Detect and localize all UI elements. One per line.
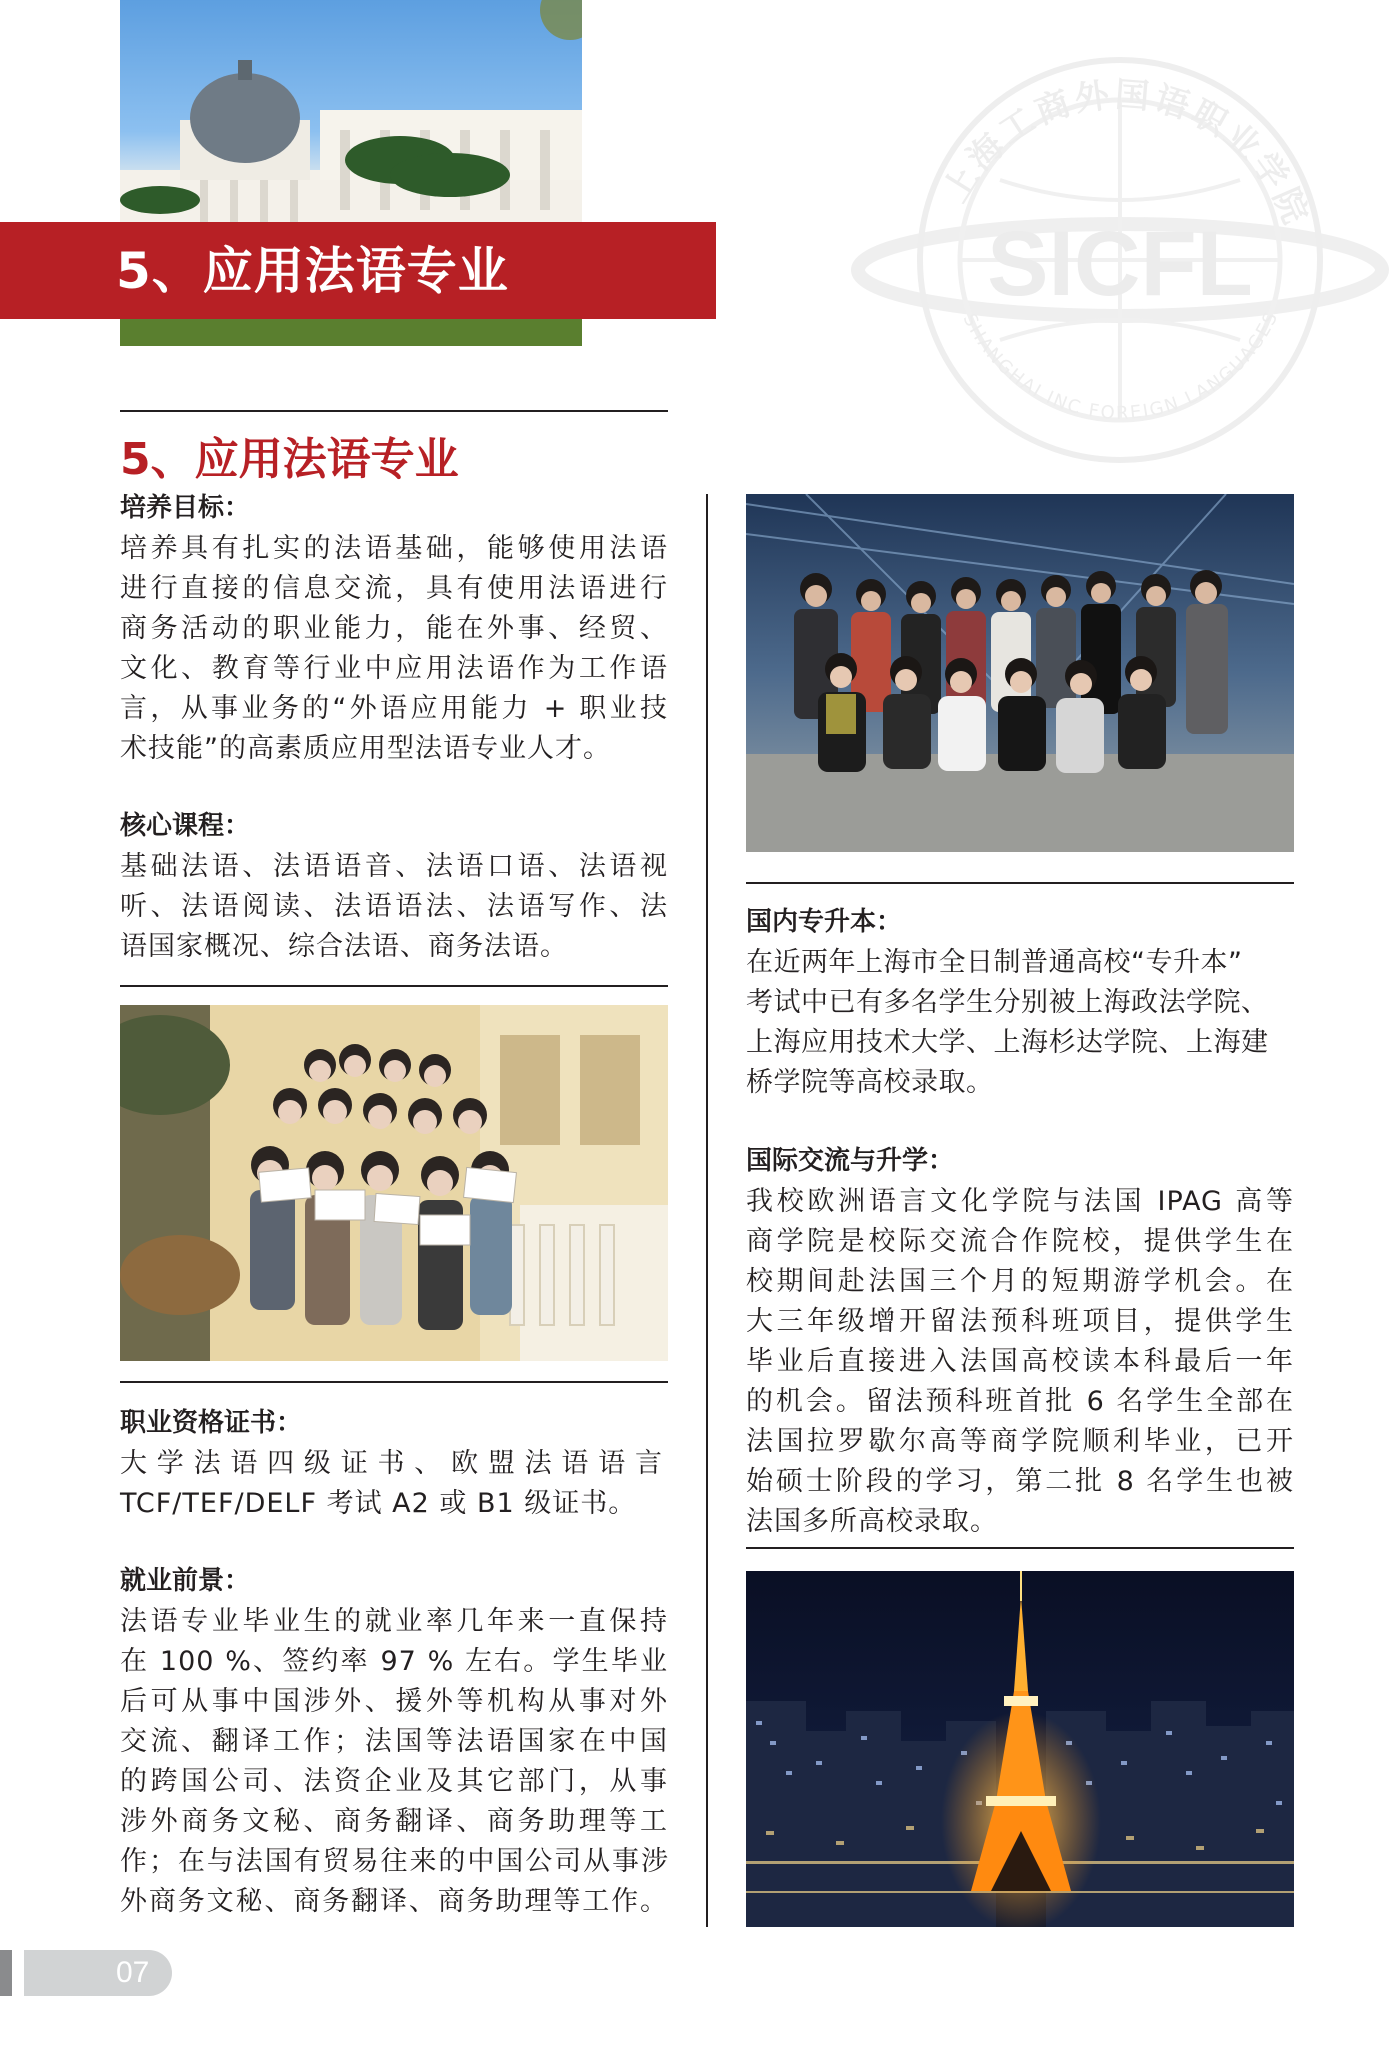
employment-heading: 就业前景： (120, 1566, 251, 1596)
text-line: 在近两年上海市全日制普通高校“专升本” (746, 947, 1243, 978)
text-line: 作；在与法国有贸易往来的中国公司从事涉 (120, 1846, 668, 1877)
upgrade-heading: 国内专升本： (746, 907, 903, 937)
text-line: 桥学院等高校录取。 (746, 1067, 994, 1098)
airport-group-photo (746, 494, 1294, 852)
page-number: 07 (116, 1956, 150, 1989)
text-line: 交流、翻译工作；法国等法语国家在中国 (120, 1726, 668, 1757)
seal-arc-en: SHANGHAI INC FOREIGN LANGUAGES (958, 307, 1283, 425)
divider (120, 410, 668, 412)
text-line: 法国多所高校录取。 (746, 1506, 998, 1537)
divider (120, 985, 668, 987)
page-bar-accent (0, 1950, 12, 1996)
text-line: 文化、教育等行业中应用法语作为工作语 (120, 653, 668, 684)
column-separator (706, 494, 708, 1927)
students-certificates-photo (120, 1005, 668, 1361)
section-title: 5、应用法语专业 (120, 434, 459, 485)
page-number-pill (24, 1950, 172, 1996)
seal-arc-cn: 上海工商外国语职业学院 (935, 74, 1317, 234)
divider (746, 882, 1294, 884)
courses-heading: 核心课程： (120, 811, 251, 841)
upgrade-paragraph (746, 943, 1306, 1103)
banner-title: 5、应用法语专业 (116, 242, 509, 300)
text-line: 的跨国公司、法资企业及其它部门，从事 (120, 1766, 668, 1797)
goal-heading: 培养目标： (120, 493, 251, 523)
text-line: TCF/TEF/DELF 考试 A2 或 B1 级证书。 (120, 1488, 637, 1519)
text-line: 听、法语阅读、法语语法、法语写作、法 (120, 891, 668, 922)
text-line: 商学院是校际交流合作院校，提供学生在 (746, 1226, 1294, 1257)
exchange-heading: 国际交流与升学： (746, 1146, 955, 1176)
exchange-paragraph (746, 1182, 1294, 1542)
certificates-heading: 职业资格证书： (120, 1408, 303, 1438)
text-line: 毕业后直接进入法国高校读本科最后一年 (746, 1346, 1294, 1377)
text-line: 始硕士阶段的学习，第二批 8 名学生也被 (746, 1466, 1294, 1497)
svg-text:上海工商外国语职业学院 (935, 75, 1316, 233)
text-line: 法国拉罗歇尔高等商学院顺利毕业，已开 (746, 1426, 1294, 1457)
text-line: 培养具有扎实的法语基础，能够使用法语 (120, 533, 668, 564)
certificates-paragraph (120, 1444, 668, 1524)
divider (746, 1547, 1294, 1549)
text-line: 言，从事业务的“外语应用能力 + 职业技 (120, 693, 668, 724)
text-line: 大学法语四级证书、欧盟法语语言 (120, 1448, 668, 1479)
text-line: 考试中已有多名学生分别被上海政法学院、 (746, 987, 1269, 1018)
text-line: 上海应用技术大学、上海杉达学院、上海建 (746, 1027, 1269, 1058)
text-line: 我校欧洲语言文化学院与法国 IPAG 高等 (746, 1186, 1294, 1217)
text-line: 外商务文秘、商务翻译、商务助理等工作。 (120, 1886, 668, 1917)
text-line: 法语专业毕业生的就业率几年来一直保持 (120, 1606, 668, 1637)
text-line: 商务活动的职业能力，能在外事、经贸、 (120, 613, 668, 644)
courses-paragraph (120, 847, 668, 967)
text-line: 大三年级增开留法预科班项目，提供学生 (746, 1306, 1294, 1337)
text-line: 基础法语、法语语音、法语口语、法语视 (120, 851, 668, 882)
employment-paragraph (120, 1602, 668, 1922)
text-line: 校期间赴法国三个月的短期游学机会。在 (746, 1266, 1294, 1297)
text-line: 的机会。留法预科班首批 6 名学生全部在 (746, 1386, 1294, 1417)
tokyo-night-photo (746, 1571, 1294, 1927)
seal-logo-text: SICFL (987, 213, 1253, 315)
text-line: 语国家概况、综合法语、商务法语。 (120, 931, 568, 962)
text-line: 后可从事中国涉外、援外等机构从事对外 (120, 1686, 668, 1717)
text-line: 在 100 %、签约率 97 % 左右。学生毕业 (120, 1646, 668, 1677)
goal-paragraph (120, 529, 668, 769)
text-line: 进行直接的信息交流，具有使用法语进行 (120, 573, 668, 604)
text-line: 术技能”的高素质应用型法语专业人才。 (120, 733, 611, 764)
text-line: 涉外商务文秘、商务翻译、商务助理等工 (120, 1806, 668, 1837)
divider (120, 1381, 668, 1383)
college-seal-watermark (850, 30, 1390, 510)
